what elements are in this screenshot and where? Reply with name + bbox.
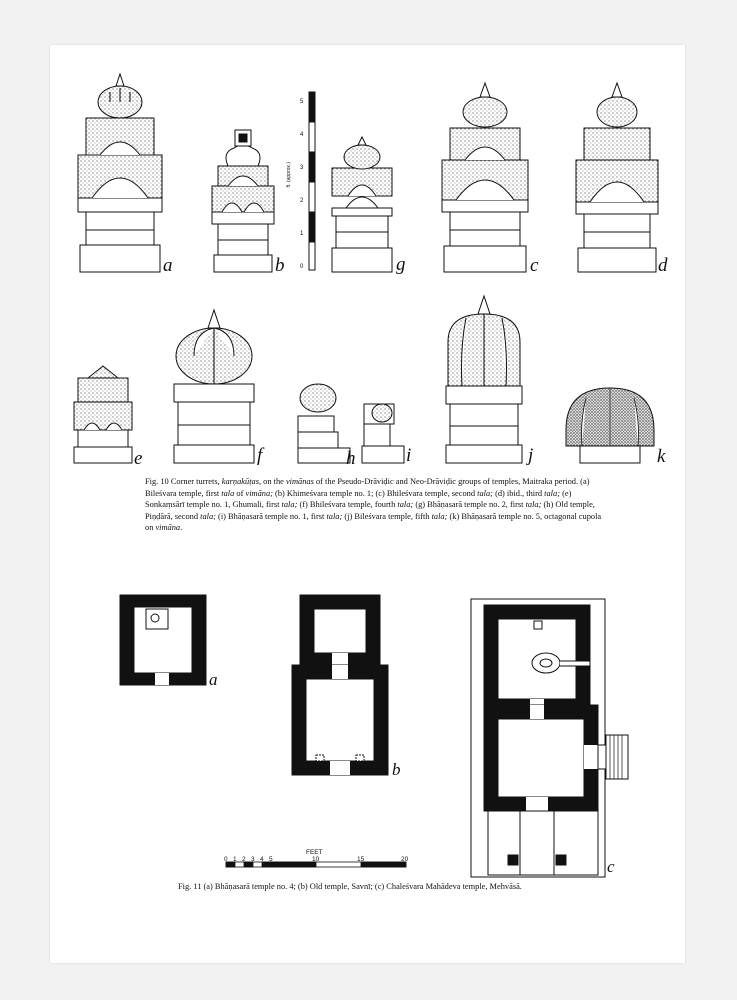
- scale-tick: 3: [251, 856, 255, 863]
- turret-b: [212, 130, 274, 272]
- plan-a: [120, 595, 206, 685]
- caption-term: tala;: [544, 488, 560, 498]
- label-b: b: [275, 255, 285, 276]
- label-h: h: [346, 448, 356, 469]
- caption-term: vimāna;: [245, 488, 273, 498]
- caption-text: (e) Sonkaṃsārī temple no. 1, Ghumali, first: [145, 488, 572, 509]
- label-a: a: [163, 255, 173, 276]
- label-k: k: [657, 446, 666, 467]
- figure-10-turrets: [0, 0, 737, 470]
- caption-text: (g) Bhāṇasarā temple no. 2, first: [413, 500, 526, 509]
- caption-term: tala;: [326, 511, 343, 521]
- scale-unit-label: ft. (approx.): [286, 162, 292, 188]
- scale-title: FEET: [306, 849, 323, 856]
- caption-text: on the: [261, 477, 286, 486]
- caption-term: vimānas: [285, 477, 314, 486]
- label-plan-b: b: [392, 760, 401, 779]
- caption-text: (i) Bhāṇasarā temple no. 1, first: [215, 511, 327, 521]
- scale-tick: 2: [242, 856, 246, 863]
- caption-term: tala;: [200, 511, 216, 521]
- turret-f: [174, 310, 254, 463]
- scale-tick: 3: [300, 165, 304, 171]
- caption-text: .: [180, 523, 183, 532]
- scale-tick: 0: [224, 856, 228, 863]
- caption-term: tala: [221, 488, 235, 498]
- scale-tick: 4: [300, 132, 304, 138]
- caption-term: tala;: [431, 511, 448, 521]
- scale-tick: 0: [300, 264, 304, 270]
- scale-tick: 20: [401, 856, 409, 863]
- caption-text: (k) Bhāṇasarā temple no. 5, octagonal cupola on: [145, 511, 602, 532]
- scale-tick: 2: [300, 198, 304, 204]
- label-g: g: [396, 254, 406, 275]
- label-f: f: [257, 445, 263, 466]
- scale-tick: 1: [233, 856, 237, 863]
- turret-g: [332, 137, 392, 272]
- caption-text: (f) Bhileśvara temple, fourth: [297, 500, 398, 509]
- turret-a: [78, 74, 162, 272]
- label-i: i: [406, 445, 412, 466]
- caption-text: of: [234, 488, 246, 498]
- figure-11-caption: Fig. 11 (a) Bhāṇasarā temple no. 4; (b) Old temple, Savnī; (c) Chaleśvara Mahādeva temple, Mehvāsā.: [178, 882, 522, 891]
- label-plan-c: c: [607, 857, 615, 876]
- figure-11-plans: [0, 585, 737, 885]
- vertical-scale-ticks: [276, 92, 306, 272]
- feet-scale-labels: [224, 850, 414, 872]
- label-j: j: [528, 445, 534, 466]
- scale-tick: 1: [300, 231, 304, 237]
- caption-term: tala;: [525, 500, 542, 509]
- label-d: d: [658, 255, 668, 276]
- turret-d: [576, 83, 658, 272]
- label-c: c: [530, 255, 539, 276]
- caption-term: karṇakūṭas,: [221, 477, 262, 486]
- caption-text: of the Pseudo-Drāviḍic and Neo-Drāviḍic groups of temples, Maitraka period. (a) Bileśvara temple, first: [145, 477, 590, 498]
- scale-tick: 15: [357, 856, 365, 863]
- label-e: e: [134, 448, 143, 469]
- caption-text: (b) Khimeśvara temple no. 1; (c) Bhileśvara temple, second: [272, 488, 478, 498]
- caption-text: Fig. 10 Corner turrets,: [145, 477, 222, 486]
- turret-e: [74, 366, 132, 463]
- turret-j: [446, 296, 522, 463]
- turret-h: [298, 384, 350, 463]
- plan-c: [471, 599, 628, 877]
- turret-i: [362, 404, 404, 463]
- scale-tick: 5: [300, 99, 304, 105]
- caption-term: vimāna: [155, 523, 181, 532]
- caption-text: (h) Old temple, Piṇḍārā, second: [145, 500, 595, 521]
- turret-k: [566, 388, 654, 463]
- caption-text: (d) ibid., third: [492, 488, 545, 498]
- caption-term: tala;: [477, 488, 493, 498]
- figure-10-caption: [145, 476, 605, 534]
- caption-term: tala;: [397, 500, 414, 509]
- scale-tick: 4: [260, 856, 264, 863]
- turret-c: [442, 83, 528, 272]
- scale-tick: 10: [312, 856, 320, 863]
- label-plan-a: a: [209, 670, 218, 689]
- scale-tick: 5: [269, 856, 273, 863]
- caption-term: tala;: [281, 500, 298, 509]
- plan-b: [292, 595, 388, 775]
- vertical-scale-bar: [309, 92, 315, 270]
- caption-text: (j) Bileśvara temple, fifth: [342, 511, 432, 521]
